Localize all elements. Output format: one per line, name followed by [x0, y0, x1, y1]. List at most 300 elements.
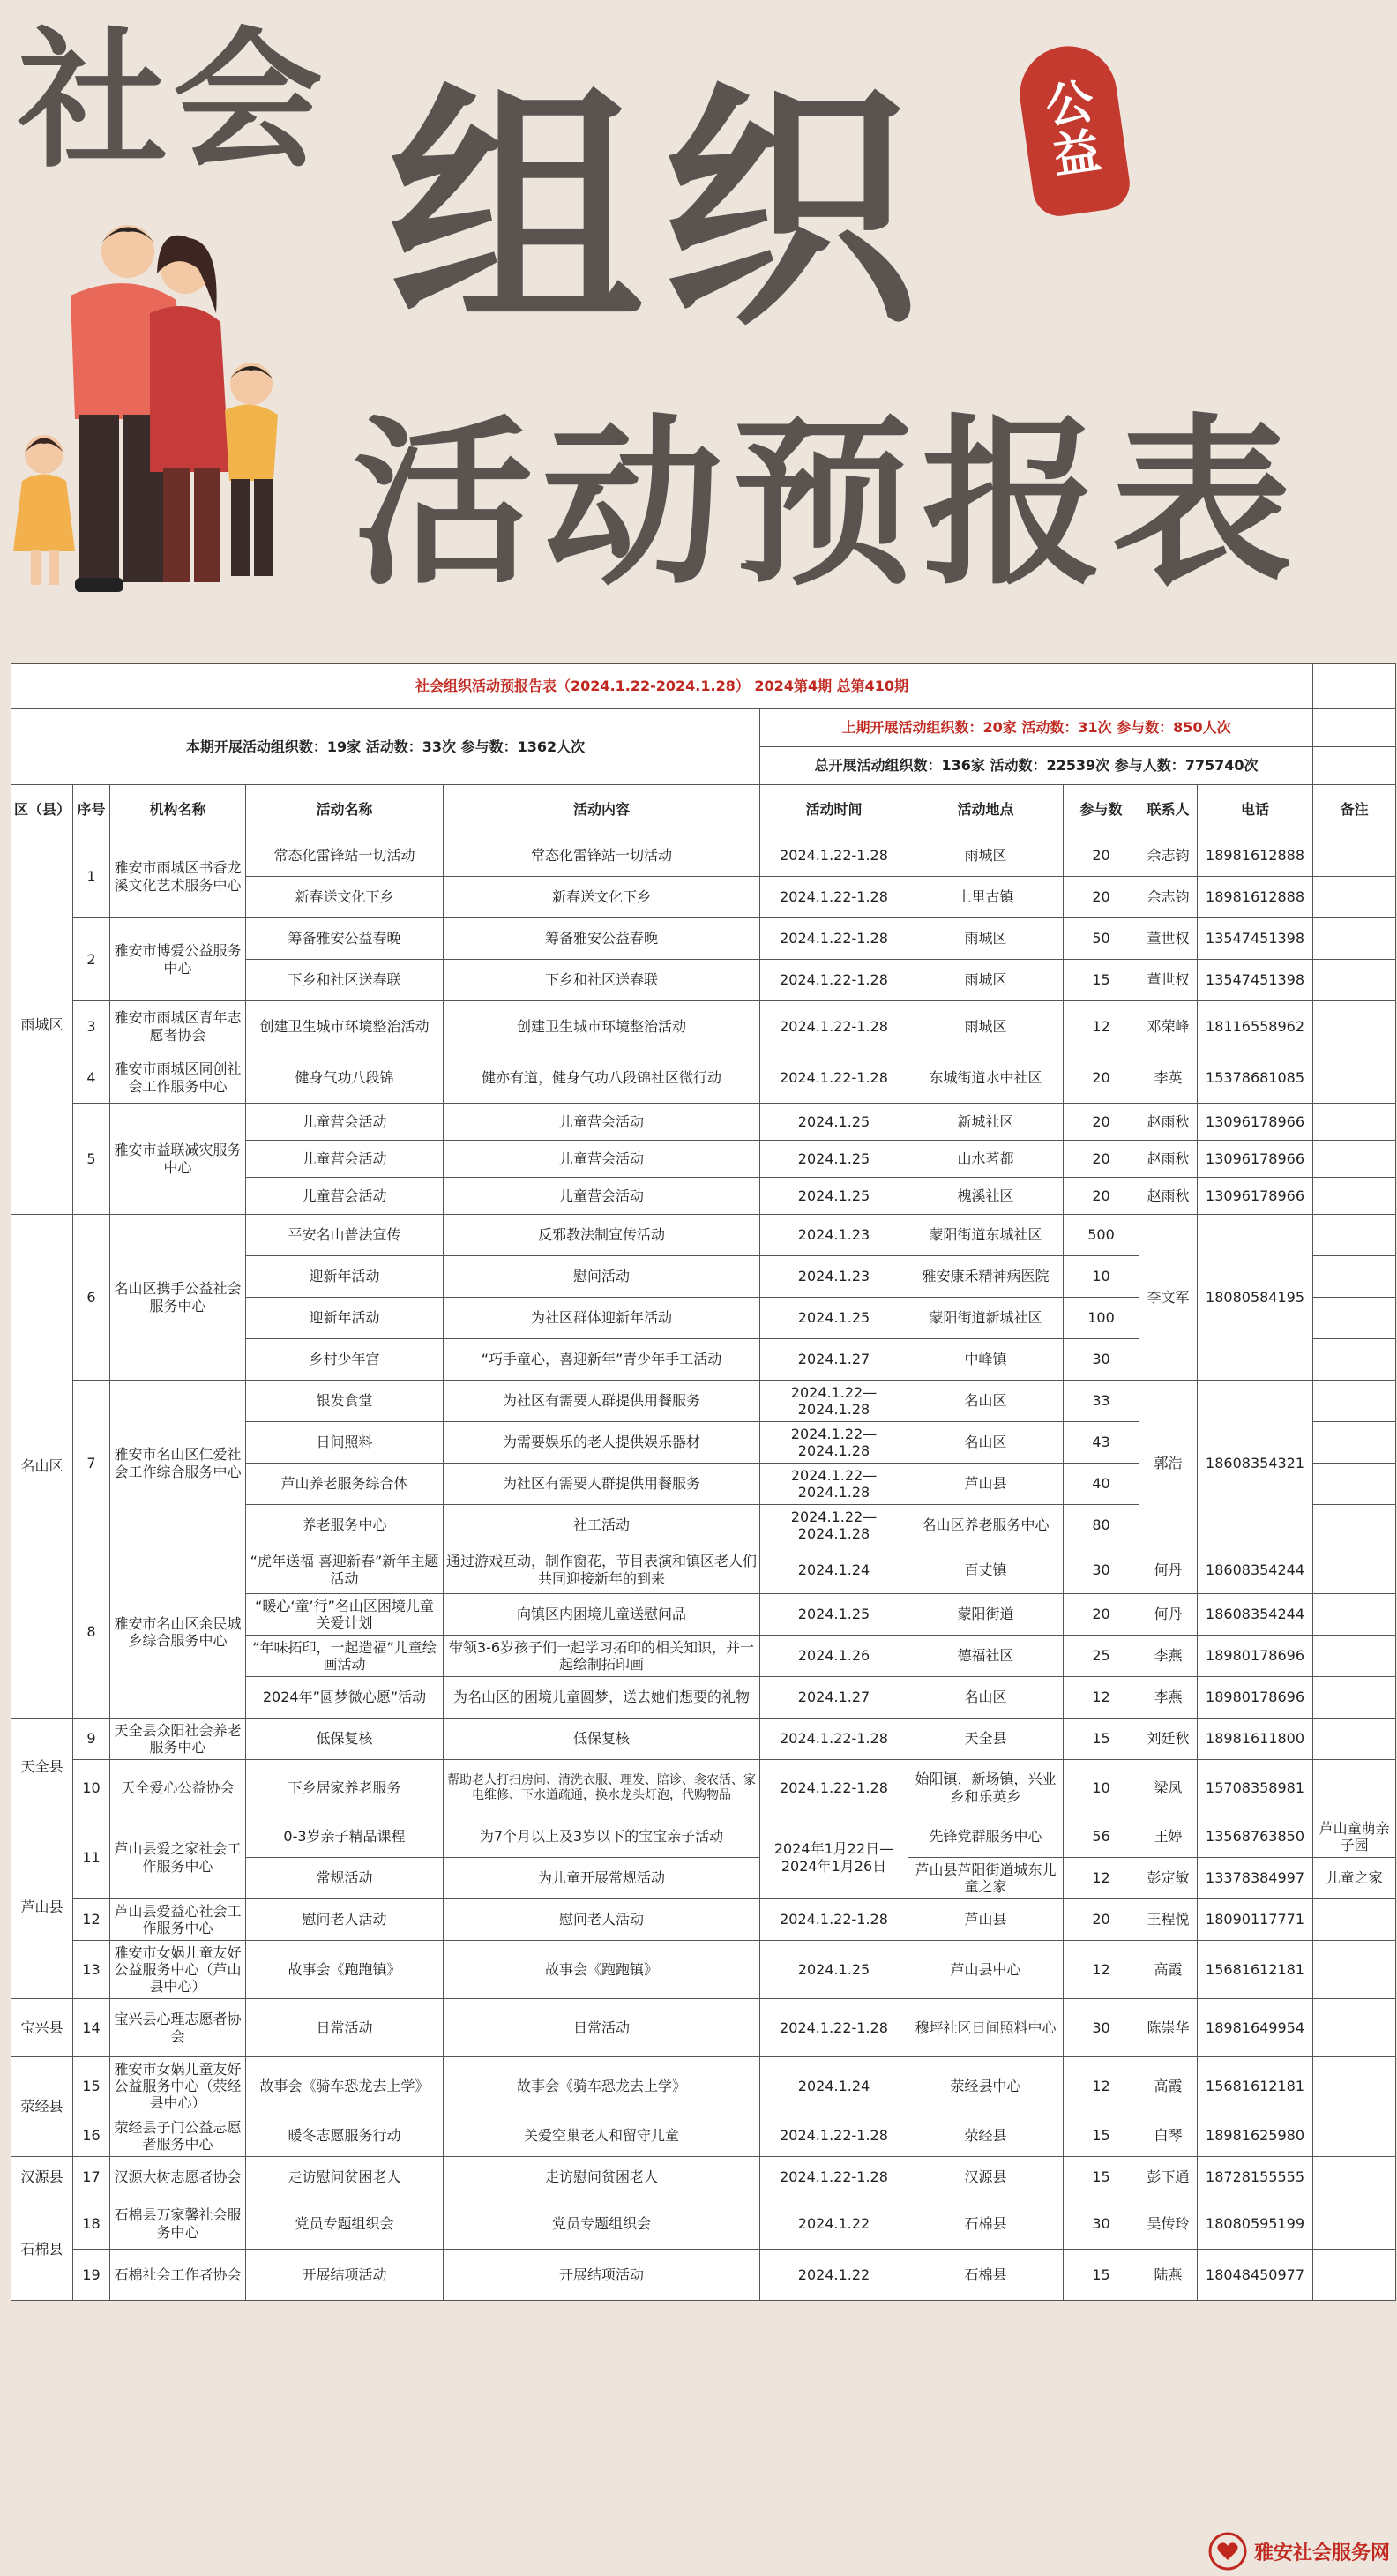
- activity-count: 100: [1064, 1298, 1139, 1339]
- activity-name: “年味拓印，一起造福”儿童绘画活动: [246, 1636, 444, 1677]
- note-cell: [1313, 918, 1396, 960]
- org-no: 6: [73, 1215, 110, 1381]
- family-illustration: [9, 216, 309, 604]
- table-row: [11, 1052, 1396, 1104]
- activity-time: 2024.1.22: [760, 2198, 908, 2250]
- activity-count: 15: [1064, 1719, 1139, 1760]
- org-no: 14: [73, 1999, 110, 2057]
- activity-time: 2024年1月22日—2024年1月26日: [760, 1816, 908, 1899]
- activity-place: 雨城区: [908, 1001, 1064, 1052]
- org-name: 雅安市雨城区同创社会工作服务中心: [110, 1052, 246, 1104]
- org-name: 荥经县子门公益志愿者服务中心: [110, 2115, 246, 2157]
- activity-content: 为名山区的困境儿童圆梦，送去她们想要的礼物: [444, 1677, 760, 1719]
- note-cell: [1313, 2115, 1396, 2157]
- contact-person: 王婷: [1139, 1816, 1198, 1858]
- contact-person: 李文军: [1139, 1215, 1198, 1381]
- title-line-1: 社会: [18, 14, 329, 189]
- note-cell: [1313, 2057, 1396, 2115]
- note-cell: 芦山童萌亲子园: [1313, 1816, 1396, 1858]
- activity-content: 走访慰问贫困老人: [444, 2157, 760, 2198]
- activity-count: 12: [1064, 1677, 1139, 1719]
- activity-count: 20: [1064, 1594, 1139, 1636]
- org-name: 雅安市雨城区青年志愿者协会: [110, 1001, 246, 1052]
- activity-name: “虎年送福 喜迎新春”新年主题活动: [246, 1546, 444, 1594]
- contact-person: 梁凤: [1139, 1760, 1198, 1816]
- contact-person: 赵雨秋: [1139, 1141, 1198, 1178]
- note-cell: [1313, 1677, 1396, 1719]
- header-district: 区（县）: [11, 785, 73, 835]
- contact-person: 高霞: [1139, 1941, 1198, 1999]
- activity-content: 为社区有需要人群提供用餐服务: [444, 1381, 760, 1422]
- activity-content: 党员专题组织会: [444, 2198, 760, 2250]
- phone-number: 18981625980: [1198, 2115, 1313, 2157]
- org-name: 天全爱心公益协会: [110, 1760, 246, 1816]
- activity-place: 芦山县: [908, 1899, 1064, 1941]
- phone-number: 18981612888: [1198, 877, 1313, 918]
- header-content: 活动内容: [444, 785, 760, 835]
- district-cell: 名山区: [11, 1215, 73, 1719]
- table-row: [11, 1381, 1396, 1422]
- contact-person: 董世权: [1139, 960, 1198, 1001]
- activity-place: 先锋党群服务中心: [908, 1816, 1064, 1858]
- title-line-2: 组织: [388, 63, 935, 360]
- table-row: [11, 1719, 1396, 1760]
- phone-number: 18981649954: [1198, 1999, 1313, 2057]
- note-cell: [1313, 1505, 1396, 1546]
- note-cell: [1313, 2157, 1396, 2198]
- activity-name: 养老服务中心: [246, 1505, 444, 1546]
- table-row: [11, 918, 1396, 960]
- activity-time: 2024.1.23: [760, 1256, 908, 1298]
- header-no: 序号: [73, 785, 110, 835]
- contact-person: 吴传玲: [1139, 2198, 1198, 2250]
- activity-content: 创建卫生城市环境整治活动: [444, 1001, 760, 1052]
- note-cell: [1313, 1339, 1396, 1381]
- activity-content: 儿童营会活动: [444, 1141, 760, 1178]
- activity-time: 2024.1.22-1.28: [760, 918, 908, 960]
- phone-number: 18080595199: [1198, 2198, 1313, 2250]
- table-row: [11, 2057, 1396, 2115]
- org-name: 芦山县爱之家社会工作服务中心: [110, 1816, 246, 1899]
- activity-name: 故事会《跑跑镇》: [246, 1941, 444, 1999]
- note-cell: [1313, 1719, 1396, 1760]
- header-count: 参与数: [1064, 785, 1139, 835]
- activity-name: 走访慰问贫困老人: [246, 2157, 444, 2198]
- activity-place: 名山区: [908, 1677, 1064, 1719]
- activity-place: 雨城区: [908, 835, 1064, 877]
- phone-number: 18981612888: [1198, 835, 1313, 877]
- note-cell: [1313, 1215, 1396, 1256]
- contact-person: 余志钧: [1139, 877, 1198, 918]
- activity-count: 50: [1064, 918, 1139, 960]
- activity-time: 2024.1.22-1.28: [760, 1999, 908, 2057]
- activity-place: 名山区: [908, 1381, 1064, 1422]
- phone-number: 13378384997: [1198, 1858, 1313, 1899]
- table-row: [11, 1899, 1396, 1941]
- activity-content: 为7个月以上及3岁以下的宝宝亲子活动: [444, 1816, 760, 1858]
- org-name: 雅安市益联减灾服务中心: [110, 1104, 246, 1215]
- activity-place: 蒙阳街道东城社区: [908, 1215, 1064, 1256]
- table-row: [11, 1999, 1396, 2057]
- phone-number: 18090117771: [1198, 1899, 1313, 1941]
- activity-time: 2024.1.25: [760, 1104, 908, 1141]
- activity-place: 新城社区: [908, 1104, 1064, 1141]
- contact-person: 彭下通: [1139, 2157, 1198, 2198]
- phone-number: 18608354244: [1198, 1546, 1313, 1594]
- contact-person: 郭浩: [1139, 1381, 1198, 1546]
- activity-count: 10: [1064, 1760, 1139, 1816]
- note-cell: [1313, 1052, 1396, 1104]
- header-note: 备注: [1313, 785, 1396, 835]
- district-cell: 荥经县: [11, 2057, 73, 2157]
- district-cell: 宝兴县: [11, 1999, 73, 2057]
- activity-place: 荥经县: [908, 2115, 1064, 2157]
- activity-time: 2024.1.25: [760, 1941, 908, 1999]
- table-header-row: [11, 785, 1396, 835]
- note-cell: [1313, 1141, 1396, 1178]
- current-period-summary: 本期开展活动组织数：19家 活动数：33次 参与数：1362人次: [11, 709, 760, 785]
- org-name: 芦山县爱益心社会工作服务中心: [110, 1899, 246, 1941]
- note-cell: [1313, 1256, 1396, 1298]
- contact-person: 余志钧: [1139, 835, 1198, 877]
- activity-count: 25: [1064, 1636, 1139, 1677]
- activity-time: 2024.1.27: [760, 1339, 908, 1381]
- org-name: 宝兴县心理志愿者协会: [110, 1999, 246, 2057]
- activity-place: 穆坪社区日间照料中心: [908, 1999, 1064, 2057]
- note-cell: [1313, 1999, 1396, 2057]
- activity-content: 下乡和社区送春联: [444, 960, 760, 1001]
- activity-time: 2024.1.26: [760, 1636, 908, 1677]
- org-no: 3: [73, 1001, 110, 1052]
- activity-name: 0-3岁亲子精品课程: [246, 1816, 444, 1858]
- public-welfare-seal: [1013, 40, 1132, 219]
- activity-name: 迎新年活动: [246, 1256, 444, 1298]
- activity-count: 40: [1064, 1464, 1139, 1505]
- activity-count: 20: [1064, 1104, 1139, 1141]
- activity-place: 名山区: [908, 1422, 1064, 1464]
- activity-time: 2024.1.25: [760, 1178, 908, 1215]
- org-no: 11: [73, 1816, 110, 1899]
- activity-time: 2024.1.22-1.28: [760, 835, 908, 877]
- activity-count: 15: [1064, 2157, 1139, 2198]
- contact-person: 赵雨秋: [1139, 1178, 1198, 1215]
- org-no: 8: [73, 1546, 110, 1719]
- activity-time: 2024.1.24: [760, 1546, 908, 1594]
- site-logo[interactable]: [1196, 2530, 1390, 2572]
- table-row: [11, 2115, 1396, 2157]
- activity-count: 12: [1064, 1941, 1139, 1999]
- contact-person: 高霞: [1139, 2057, 1198, 2115]
- district-cell: 天全县: [11, 1719, 73, 1816]
- note-cell: [1313, 1001, 1396, 1052]
- phone-number: 13568763850: [1198, 1816, 1313, 1858]
- activity-place: 石棉县: [908, 2250, 1064, 2301]
- activity-content: 通过游戏互动，制作窗花，节目表演和镇区老人们共同迎接新年的到来: [444, 1546, 760, 1594]
- phone-number: 18116558962: [1198, 1001, 1313, 1052]
- activity-count: 30: [1064, 1339, 1139, 1381]
- activity-time: 2024.1.25: [760, 1298, 908, 1339]
- activity-place: 槐溪社区: [908, 1178, 1064, 1215]
- org-no: 2: [73, 918, 110, 1001]
- activity-name: 开展结项活动: [246, 2250, 444, 2301]
- org-no: 16: [73, 2115, 110, 2157]
- seal-char-2: 益: [1049, 123, 1104, 185]
- org-no: 7: [73, 1381, 110, 1546]
- activity-place: 芦山县: [908, 1464, 1064, 1505]
- activity-content: 为社区有需要人群提供用餐服务: [444, 1464, 760, 1505]
- phone-number: 13547451398: [1198, 918, 1313, 960]
- contact-person: 王程悦: [1139, 1899, 1198, 1941]
- table-row: [11, 2198, 1396, 2250]
- activity-name: 低保复核: [246, 1719, 444, 1760]
- contact-person: 陈崇华: [1139, 1999, 1198, 2057]
- activity-content: 慰问活动: [444, 1256, 760, 1298]
- activity-name: 芦山养老服务综合体: [246, 1464, 444, 1505]
- note-cell: [1313, 1760, 1396, 1816]
- note-cell: [1313, 1104, 1396, 1141]
- activity-time: 2024.1.22-1.28: [760, 877, 908, 918]
- activity-name: 2024年”圆梦微心愿”活动: [246, 1677, 444, 1719]
- activity-content: 为需要娱乐的老人提供娱乐器材: [444, 1422, 760, 1464]
- note-cell: [1313, 1594, 1396, 1636]
- phone-number: 18728155555: [1198, 2157, 1313, 2198]
- contact-person: 李燕: [1139, 1677, 1198, 1719]
- table-row: [11, 1215, 1396, 1256]
- activity-content: 故事会《跑跑镇》: [444, 1941, 760, 1999]
- activity-content: 新春送文化下乡: [444, 877, 760, 918]
- note-cell: [1313, 1178, 1396, 1215]
- last-period-summary: 上期开展活动组织数：20家 活动数：31次 参与数：850人次: [760, 709, 1313, 747]
- activity-place: 汉源县: [908, 2157, 1064, 2198]
- activity-time: 2024.1.22: [760, 2250, 908, 2301]
- activity-content: 开展结项活动: [444, 2250, 760, 2301]
- activity-name: 日常活动: [246, 1999, 444, 2057]
- org-no: 9: [73, 1719, 110, 1760]
- org-name: 雅安市名山区余民城乡综合服务中心: [110, 1546, 246, 1719]
- org-no: 18: [73, 2198, 110, 2250]
- activity-content: 慰问老人活动: [444, 1899, 760, 1941]
- note-cell: [1313, 2250, 1396, 2301]
- activity-count: 12: [1064, 1001, 1139, 1052]
- phone-number: 15708358981: [1198, 1760, 1313, 1816]
- phone-number: 18980178696: [1198, 1677, 1313, 1719]
- activity-time: 2024.1.25: [760, 1594, 908, 1636]
- activity-place: 雅安康禾精神病医院: [908, 1256, 1064, 1298]
- phone-number: 15378681085: [1198, 1052, 1313, 1104]
- activity-time: 2024.1.22—2024.1.28: [760, 1505, 908, 1546]
- activity-name: 筹备雅安公益春晚: [246, 918, 444, 960]
- district-cell: 雨城区: [11, 835, 73, 1215]
- activity-count: 43: [1064, 1422, 1139, 1464]
- activity-count: 20: [1064, 835, 1139, 877]
- activity-place: 雨城区: [908, 918, 1064, 960]
- title-line-3: 活动预报表: [353, 400, 1301, 610]
- org-no: 13: [73, 1941, 110, 1999]
- header-activity: 活动名称: [246, 785, 444, 835]
- activity-name: 儿童营会活动: [246, 1104, 444, 1141]
- activity-time: 2024.1.22-1.28: [760, 1760, 908, 1816]
- contact-person: 赵雨秋: [1139, 1104, 1198, 1141]
- activity-time: 2024.1.23: [760, 1215, 908, 1256]
- activity-count: 30: [1064, 1546, 1139, 1594]
- activity-content: 低保复核: [444, 1719, 760, 1760]
- activity-name: 暖冬志愿服务行动: [246, 2115, 444, 2157]
- note-cell: [1313, 877, 1396, 918]
- activity-count: 30: [1064, 1999, 1139, 2057]
- activity-name: 常态化雷锋站一切活动: [246, 835, 444, 877]
- contact-person: 白琴: [1139, 2115, 1198, 2157]
- activity-time: 2024.1.22-1.28: [760, 1001, 908, 1052]
- note-cell: [1313, 1422, 1396, 1464]
- org-no: 1: [73, 835, 110, 918]
- activity-place: 蒙阳街道新城社区: [908, 1298, 1064, 1339]
- activity-content: 为社区群体迎新年活动: [444, 1298, 760, 1339]
- hero-banner: [0, 0, 1397, 657]
- activity-content: 儿童营会活动: [444, 1178, 760, 1215]
- activity-name: 故事会《骑车恐龙去上学》: [246, 2057, 444, 2115]
- activity-count: 10: [1064, 1256, 1139, 1298]
- table-row: [11, 1941, 1396, 1999]
- contact-person: 陆燕: [1139, 2250, 1198, 2301]
- activity-content: 儿童营会活动: [444, 1104, 760, 1141]
- org-name: 石棉县万家馨社会服务中心: [110, 2198, 246, 2250]
- contact-person: 刘廷秋: [1139, 1719, 1198, 1760]
- phone-number: 13096178966: [1198, 1104, 1313, 1141]
- phone-number: 18608354244: [1198, 1594, 1313, 1636]
- activity-content: 帮助老人打扫房间、清洗衣服、理发、陪诊、衾农活、家电维修、下水道疏通，换水龙头灯泡，代购物品: [444, 1760, 760, 1816]
- district-cell: 汉源县: [11, 2157, 73, 2198]
- contact-person: 李英: [1139, 1052, 1198, 1104]
- header-place: 活动地点: [908, 785, 1064, 835]
- activity-count: 20: [1064, 1178, 1139, 1215]
- title-blank-cell: [1313, 664, 1396, 709]
- activity-forecast-table: [11, 663, 1396, 2301]
- activity-place: 山水茗都: [908, 1141, 1064, 1178]
- total-summary: 总开展活动组织数：136家 活动数：22539次 参与人数：775740次: [760, 747, 1313, 785]
- activity-name: 下乡和社区送春联: [246, 960, 444, 1001]
- site-name: 雅安社会服务网: [1253, 2542, 1390, 2565]
- activity-content: 向镇区内困境儿童送慰问品: [444, 1594, 760, 1636]
- activity-count: 20: [1064, 1899, 1139, 1941]
- activity-count: 20: [1064, 877, 1139, 918]
- note-cell: [1313, 1381, 1396, 1422]
- activity-place: 名山区养老服务中心: [908, 1505, 1064, 1546]
- activity-count: 15: [1064, 960, 1139, 1001]
- activity-name: 慰问老人活动: [246, 1899, 444, 1941]
- activity-name: 新春送文化下乡: [246, 877, 444, 918]
- activity-place: 荥经县中心: [908, 2057, 1064, 2115]
- contact-person: 何丹: [1139, 1594, 1198, 1636]
- contact-person: 彭定敏: [1139, 1858, 1198, 1899]
- activity-place: 天全县: [908, 1719, 1064, 1760]
- phone-number: 18080584195: [1198, 1215, 1313, 1381]
- table-row: [11, 1001, 1396, 1052]
- table-row: [11, 835, 1396, 877]
- org-no: 17: [73, 2157, 110, 2198]
- activity-place: 东城街道水中社区: [908, 1052, 1064, 1104]
- org-name: 石棉社会工作者协会: [110, 2250, 246, 2301]
- note-cell: 儿童之家: [1313, 1858, 1396, 1899]
- note-cell: [1313, 1464, 1396, 1505]
- table-row: [11, 1104, 1396, 1141]
- activity-name: 乡村少年宫: [246, 1339, 444, 1381]
- phone-number: 18980178696: [1198, 1636, 1313, 1677]
- activity-place: 石棉县: [908, 2198, 1064, 2250]
- activity-content: 社工活动: [444, 1505, 760, 1546]
- org-no: 15: [73, 2057, 110, 2115]
- org-no: 10: [73, 1760, 110, 1816]
- heart-logo-icon: [1208, 2532, 1247, 2571]
- activity-content: 带领3-6岁孩子们一起学习拓印的相关知识，并一起绘制拓印画: [444, 1636, 760, 1677]
- activity-content: 关爱空巢老人和留守儿童: [444, 2115, 760, 2157]
- contact-person: 何丹: [1139, 1546, 1198, 1594]
- note-cell: [1313, 1298, 1396, 1339]
- activity-content: 常态化雷锋站一切活动: [444, 835, 760, 877]
- org-name: 雅安市女娲儿童友好公益服务中心（芦山县中心）: [110, 1941, 246, 1999]
- activity-count: 33: [1064, 1381, 1139, 1422]
- activity-place: 上里古镇: [908, 877, 1064, 918]
- phone-number: 15681612181: [1198, 1941, 1313, 1999]
- phone-number: 13096178966: [1198, 1141, 1313, 1178]
- header-org: 机构名称: [110, 785, 246, 835]
- activity-time: 2024.1.22-1.28: [760, 960, 908, 1001]
- activity-name: 平安名山普法宣传: [246, 1215, 444, 1256]
- activity-place: 百丈镇: [908, 1546, 1064, 1594]
- report-title: 社会组织活动预报告表（2024.1.22-2024.1.28） 2024第4期 总第410期: [11, 664, 1313, 709]
- activity-time: 2024.1.24: [760, 2057, 908, 2115]
- summary-blank-cell-2: [1313, 747, 1396, 785]
- org-no: 5: [73, 1104, 110, 1215]
- activity-name: 日间照料: [246, 1422, 444, 1464]
- district-cell: 石棉县: [11, 2198, 73, 2301]
- activity-place: 芦山县中心: [908, 1941, 1064, 1999]
- activity-place: 德福社区: [908, 1636, 1064, 1677]
- note-cell: [1313, 960, 1396, 1001]
- phone-number: 15681612181: [1198, 2057, 1313, 2115]
- activity-content: 健亦有道，健身气功八段锦社区微行动: [444, 1052, 760, 1104]
- activity-count: 20: [1064, 1052, 1139, 1104]
- activity-content: 筹备雅安公益春晚: [444, 918, 760, 960]
- phone-number: 18981611800: [1198, 1719, 1313, 1760]
- activity-content: 为儿童开展常规活动: [444, 1858, 760, 1899]
- activity-time: 2024.1.22-1.28: [760, 2157, 908, 2198]
- activity-count: 12: [1064, 1858, 1139, 1899]
- table-row: [11, 1546, 1396, 1594]
- activity-time: 2024.1.27: [760, 1677, 908, 1719]
- activity-time: 2024.1.22-1.28: [760, 1899, 908, 1941]
- district-cell: 芦山县: [11, 1816, 73, 1999]
- activity-name: 儿童营会活动: [246, 1178, 444, 1215]
- note-cell: [1313, 1636, 1396, 1677]
- table-row: [11, 1816, 1396, 1858]
- note-cell: [1313, 835, 1396, 877]
- activity-name: 儿童营会活动: [246, 1141, 444, 1178]
- note-cell: [1313, 1899, 1396, 1941]
- phone-number: 18048450977: [1198, 2250, 1313, 2301]
- phone-number: 13547451398: [1198, 960, 1313, 1001]
- table-row: [11, 1760, 1396, 1816]
- activity-time: 2024.1.25: [760, 1141, 908, 1178]
- activity-time: 2024.1.22—2024.1.28: [760, 1381, 908, 1422]
- activity-time: 2024.1.22—2024.1.28: [760, 1422, 908, 1464]
- org-no: 12: [73, 1899, 110, 1941]
- org-name: 雅安市雨城区书香龙溪文化艺术服务中心: [110, 835, 246, 918]
- org-name: 雅安市名山区仁爱社会工作综合服务中心: [110, 1381, 246, 1546]
- org-name: 名山区携手公益社会服务中心: [110, 1215, 246, 1381]
- summary-blank-cell: [1313, 709, 1396, 747]
- activity-time: 2024.1.22-1.28: [760, 1052, 908, 1104]
- activity-name: 银发食堂: [246, 1381, 444, 1422]
